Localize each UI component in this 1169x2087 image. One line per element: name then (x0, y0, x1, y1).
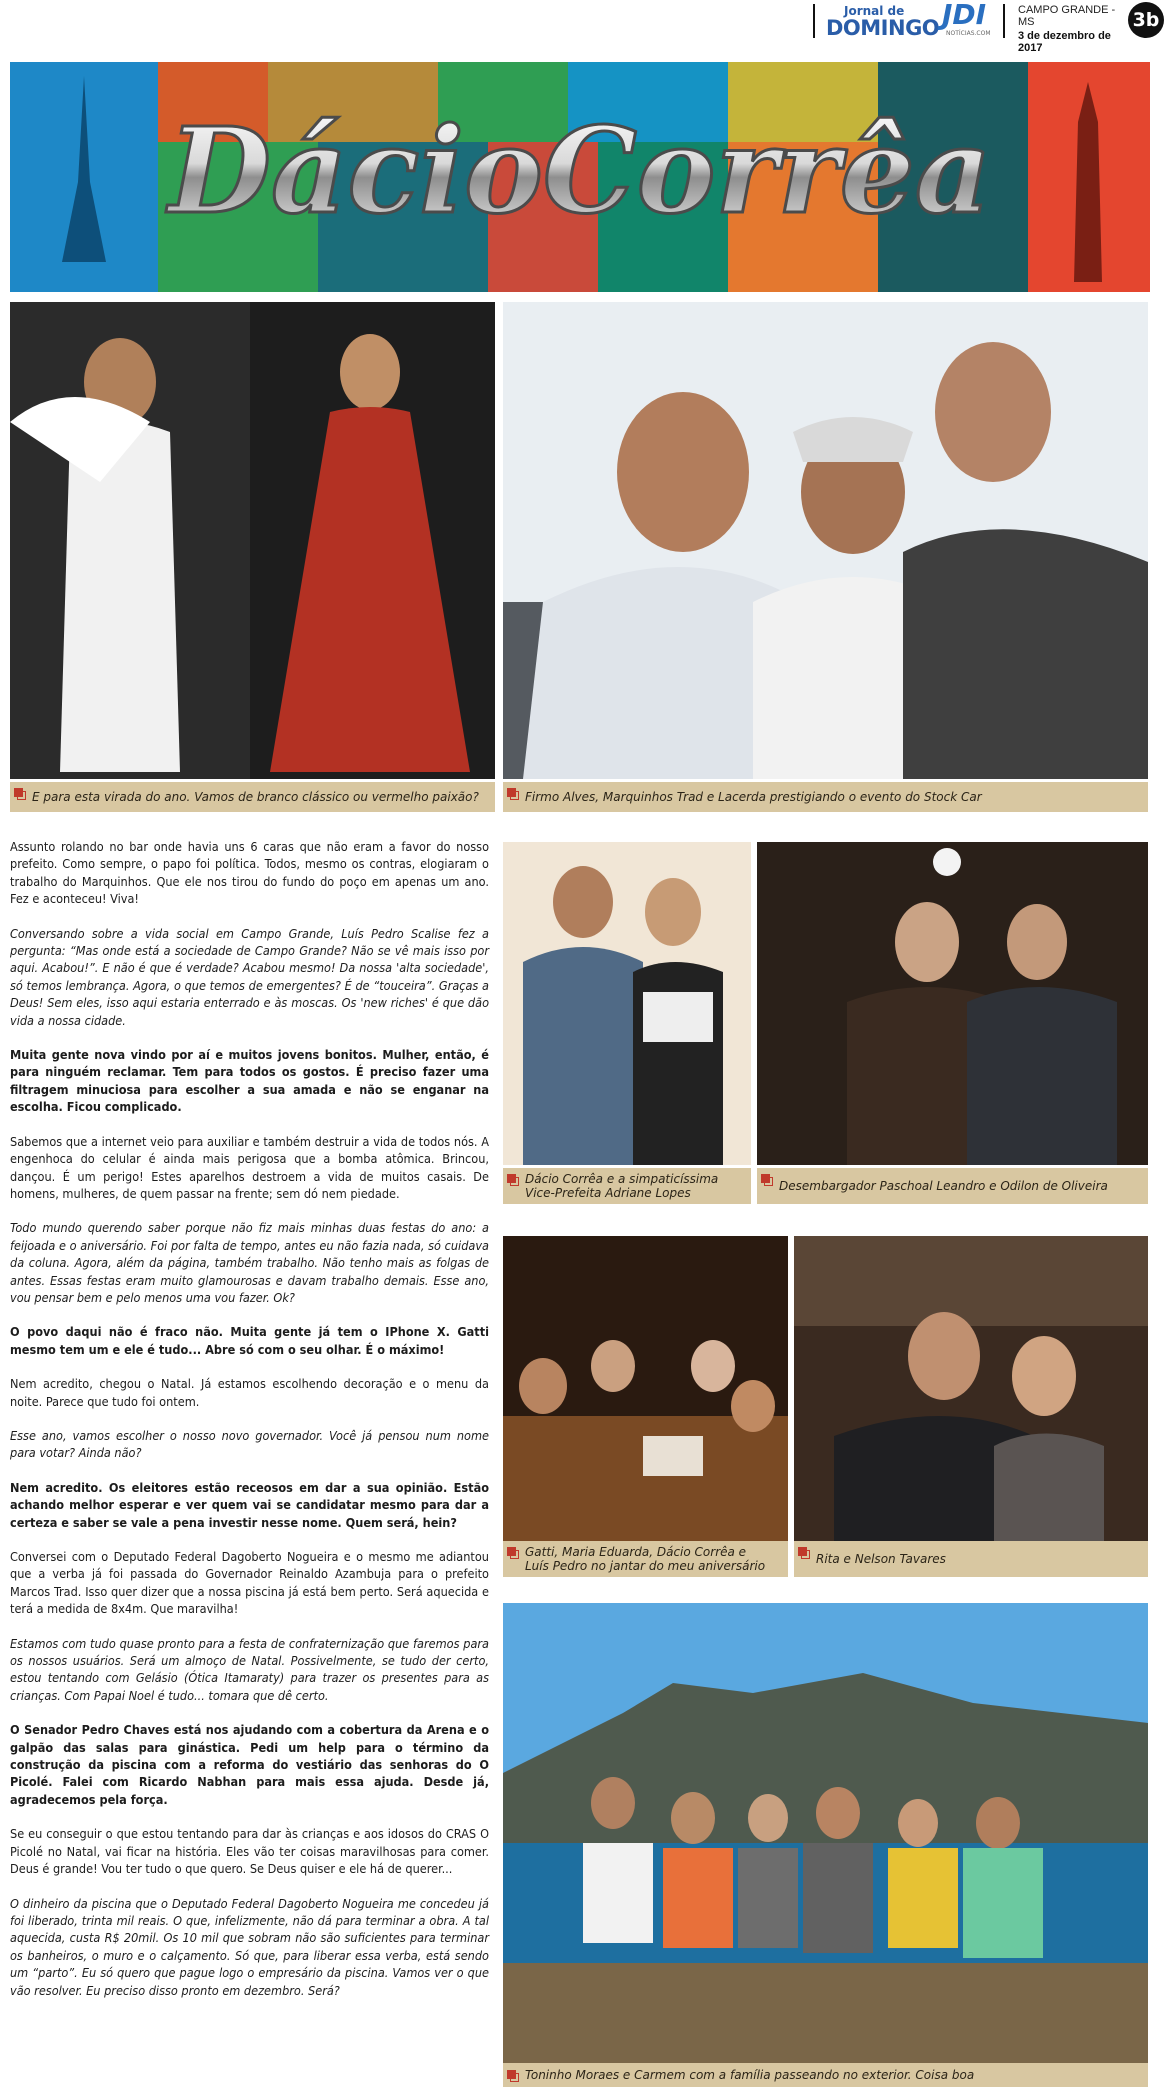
caption-text: Firmo Alves, Marquinhos Trad e Lacerda prestigiando o evento do Stock Car (525, 790, 982, 804)
caption-line: Dácio Corrêa e a simpaticíssima (525, 1172, 719, 1186)
paragraph: Estamos com tudo quase pronto para a festa de confraternização que faremos para os nossos usuários. Será um almoço de Natal. Possivelmente, se tudo der certo, estou tentando com Gelásio (Ótica Itamaraty) para trazer os presentes para as crianças. Com Papai Noel é tudo... tomara que dê certo. (10, 1635, 489, 1703)
jornal-de-domingo-logo (826, 2, 940, 40)
photo-toninho-family-image (503, 1603, 1148, 2063)
caption-text: E para esta virada do ano. Vamos de branco clássico ou vermelho paixão? (32, 790, 479, 804)
caption-line: Gatti, Maria Eduarda, Dácio Corrêa e (525, 1545, 747, 1559)
paragraph: Se eu conseguir o que estou tentando para dar às crianças e aos idosos do CRAS O Picolé no Natal, vai ficar na história. Eles vão ter coisas maravilhosas para comer. Deus é grande! Vou ter tudo o que quero. Se Deus quiser e ele há de querer... (10, 1826, 489, 1877)
caption-marker-icon (507, 1547, 516, 1556)
photo-rita-nelson-image (794, 1236, 1148, 1541)
column-masthead (10, 62, 1150, 292)
masthead-title: DácioCorrêa (168, 101, 992, 240)
header-divider (1003, 4, 1005, 38)
photo-adriane-lopes-image (503, 842, 751, 1165)
dateline-city: CAMPO GRANDE - MS (1018, 4, 1116, 28)
caption-text-block (525, 1545, 782, 1573)
caption-gatti-dinner (503, 1541, 788, 1577)
dateline-date: 3 de dezembro de 2017 (1018, 30, 1111, 54)
photo-stock-car (503, 302, 1148, 779)
caption-adriane-lopes (503, 1168, 751, 1204)
photo-gatti-dinner (503, 1236, 788, 1541)
jdi-logo (942, 0, 1000, 40)
caption-rita-nelson (794, 1541, 1148, 1577)
caption-text: Toninho Moraes e Carmem com a família passeando no exterior. Coisa boa (525, 2068, 975, 2082)
caption-paschoal-odilon (757, 1168, 1148, 1204)
photo-adriane-lopes (503, 842, 751, 1165)
brand-big-text: DOMINGO (826, 16, 940, 40)
caption-toninho-family (503, 2063, 1148, 2087)
photo-toninho-family (503, 1603, 1148, 2063)
paragraph: O dinheiro da piscina que o Deputado Federal Dagoberto Nogueira me concedeu já foi liberado, trinta mil reais. O que, infelizmente, não dá para terminar a obra. A tal aquecida, custa R$ 20mil. Os 10 mil que sobram não são suficientes para terminar os banheiros, o muro e o calçamento. Só que, para liberar essa verba, está sendo um “parto”. Eu só quero que pague logo o empresário da piscina. Vamos ver o que vão resolver. Eu preciso disso pronto em dezembro. Será? (10, 1895, 489, 1998)
caption-line: Luís Pedro no jantar do meu aniversário (525, 1559, 766, 1573)
photo-gatti-dinner-image (503, 1236, 788, 1541)
photo-paschoal-odilon (757, 842, 1148, 1165)
caption-marker-icon (761, 1174, 770, 1183)
paragraph: Todo mundo querendo saber porque não fiz mais minhas duas festas do ano: a feijoada e o aniversário. Foi por falta de tempo, antes eu não fazia nada, só cuidava da coluna. Agora, além da página, também trabalho. Não tenho mais as folgas de antes. Essas festas eram muito glamourosas e davam trabalho demais. Esse ano, vou pensar bem e pelo menos uma vou fazer. Ok? (10, 1220, 489, 1305)
header-divider (813, 4, 815, 38)
caption-line: Vice-Prefeita Adriane Lopes (525, 1186, 691, 1200)
jdi-logo-subtext: NOTÍCIAS.COM (946, 30, 991, 37)
brand-small-text: Jornal de (844, 4, 905, 18)
photo-miss-universe-image (10, 302, 495, 779)
photo-rita-nelson (794, 1236, 1148, 1541)
caption-text: Desembargador Paschoal Leandro e Odilon de Oliveira (779, 1179, 1108, 1193)
paragraph: Conversei com o Deputado Federal Dagoberto Nogueira e o mesmo me adiantou que a verba já foi passada do Governador Reinaldo Azambuja para o prefeito Marcos Trad. Isso quer dizer que a nossa piscina já está bem perto. Será aquecida e terá a medida de 8x4m. Que maravilha! (10, 1549, 489, 1617)
paragraph: Nem acredito, chegou o Natal. Já estamos escolhendo decoração e o menu da noite. Parece que tudo foi ontem. (10, 1376, 489, 1409)
photo-miss-universe (10, 302, 495, 779)
paragraph: Muita gente nova vindo por aí e muitos jovens bonitos. Mulher, então, é para ninguém reclamar. Tem para todos os gostos. É preciso fazer uma filtragem minuciosa para escolher a sua amada e não se enganar na escolha. Ficou complicado. (10, 1047, 489, 1115)
caption-marker-icon (507, 788, 516, 797)
paragraph: Sabemos que a internet veio para auxiliar e também destruir a vida de todos nós. A engenhoca do celular é ainda mais perigosa que a bomba atômica. Brincou, dançou. É um perigo! Estes aparelhos destroem a vida de muitos casais. De homens, mulheres, de quem passar na frente; sem dó nem piedade. (10, 1133, 489, 1201)
paragraph: O povo daqui não é fraco não. Muita gente já tem o IPhone X. Gatti mesmo tem um e ele é tudo... Abre só com o seu olhar. É o máximo! (10, 1324, 489, 1357)
caption-marker-icon (798, 1547, 807, 1556)
page-header (0, 0, 1169, 54)
caption-text: Rita e Nelson Tavares (816, 1552, 946, 1566)
caption-marker-icon (507, 1174, 516, 1183)
paragraph: Esse ano, vamos escolher o nosso novo governador. Você já pensou num nome para votar? Ainda não? (10, 1427, 489, 1461)
caption-text-block (525, 1172, 745, 1200)
caption-marker-icon (507, 2070, 516, 2079)
caption-marker-icon (14, 788, 23, 797)
jdi-logo-text: JDI (942, 0, 987, 31)
masthead-banner (10, 62, 1150, 292)
caption-miss-universe (10, 782, 495, 812)
dateline (1018, 4, 1118, 54)
page-number-badge: 3b (1128, 2, 1164, 38)
column-text (10, 838, 489, 2016)
paragraph: O Senador Pedro Chaves está nos ajudando com a cobertura da Arena e o galpão das salas para ginástica. Pedi um help para o término da construção da piscina com a reforma do vestiário das senhoras do O Picolé. Falei com Ricardo Nabhan para mais essa ajuda. Desde já, agradecemos pela força. (10, 1722, 489, 1807)
photo-stock-car-image (503, 302, 1148, 779)
caption-stock-car (503, 782, 1148, 812)
photo-paschoal-odilon-image (757, 842, 1148, 1165)
paragraph: Assunto rolando no bar onde havia uns 6 caras que não eram a favor do nosso prefeito. Como sempre, o papo foi política. Todos, mesmo os contras, elogiaram o trabalho do Marquinhos. Que ele nos tirou do fundo do poço em apenas um ano. Fez e aconteceu! Viva! (10, 839, 489, 907)
paragraph: Nem acredito. Os eleitores estão receosos em dar a sua opinião. Estão achando melhor esperar e ver quem vai se candidatar mesmo para dar a certeza e saber se vale a pena investir nesse nome. Quem será, hein? (10, 1479, 489, 1530)
paragraph: Conversando sobre a vida social em Campo Grande, Luís Pedro Scalise fez a pergunta: “Mas onde está a sociedade de Campo Grande? Não se vê mais isso por aqui. Acabou!”. E não é que é verdade? Acabou mesmo! Da nossa 'alta sociedade', só temos lembrança. Agora, o que temos de emergentes? É de “touceira”. Graças a Deus! Sem eles, isso aqui estaria enterrado e às moscas. Os 'new riches' é que dão vida a nossa cidade. (10, 925, 489, 1028)
